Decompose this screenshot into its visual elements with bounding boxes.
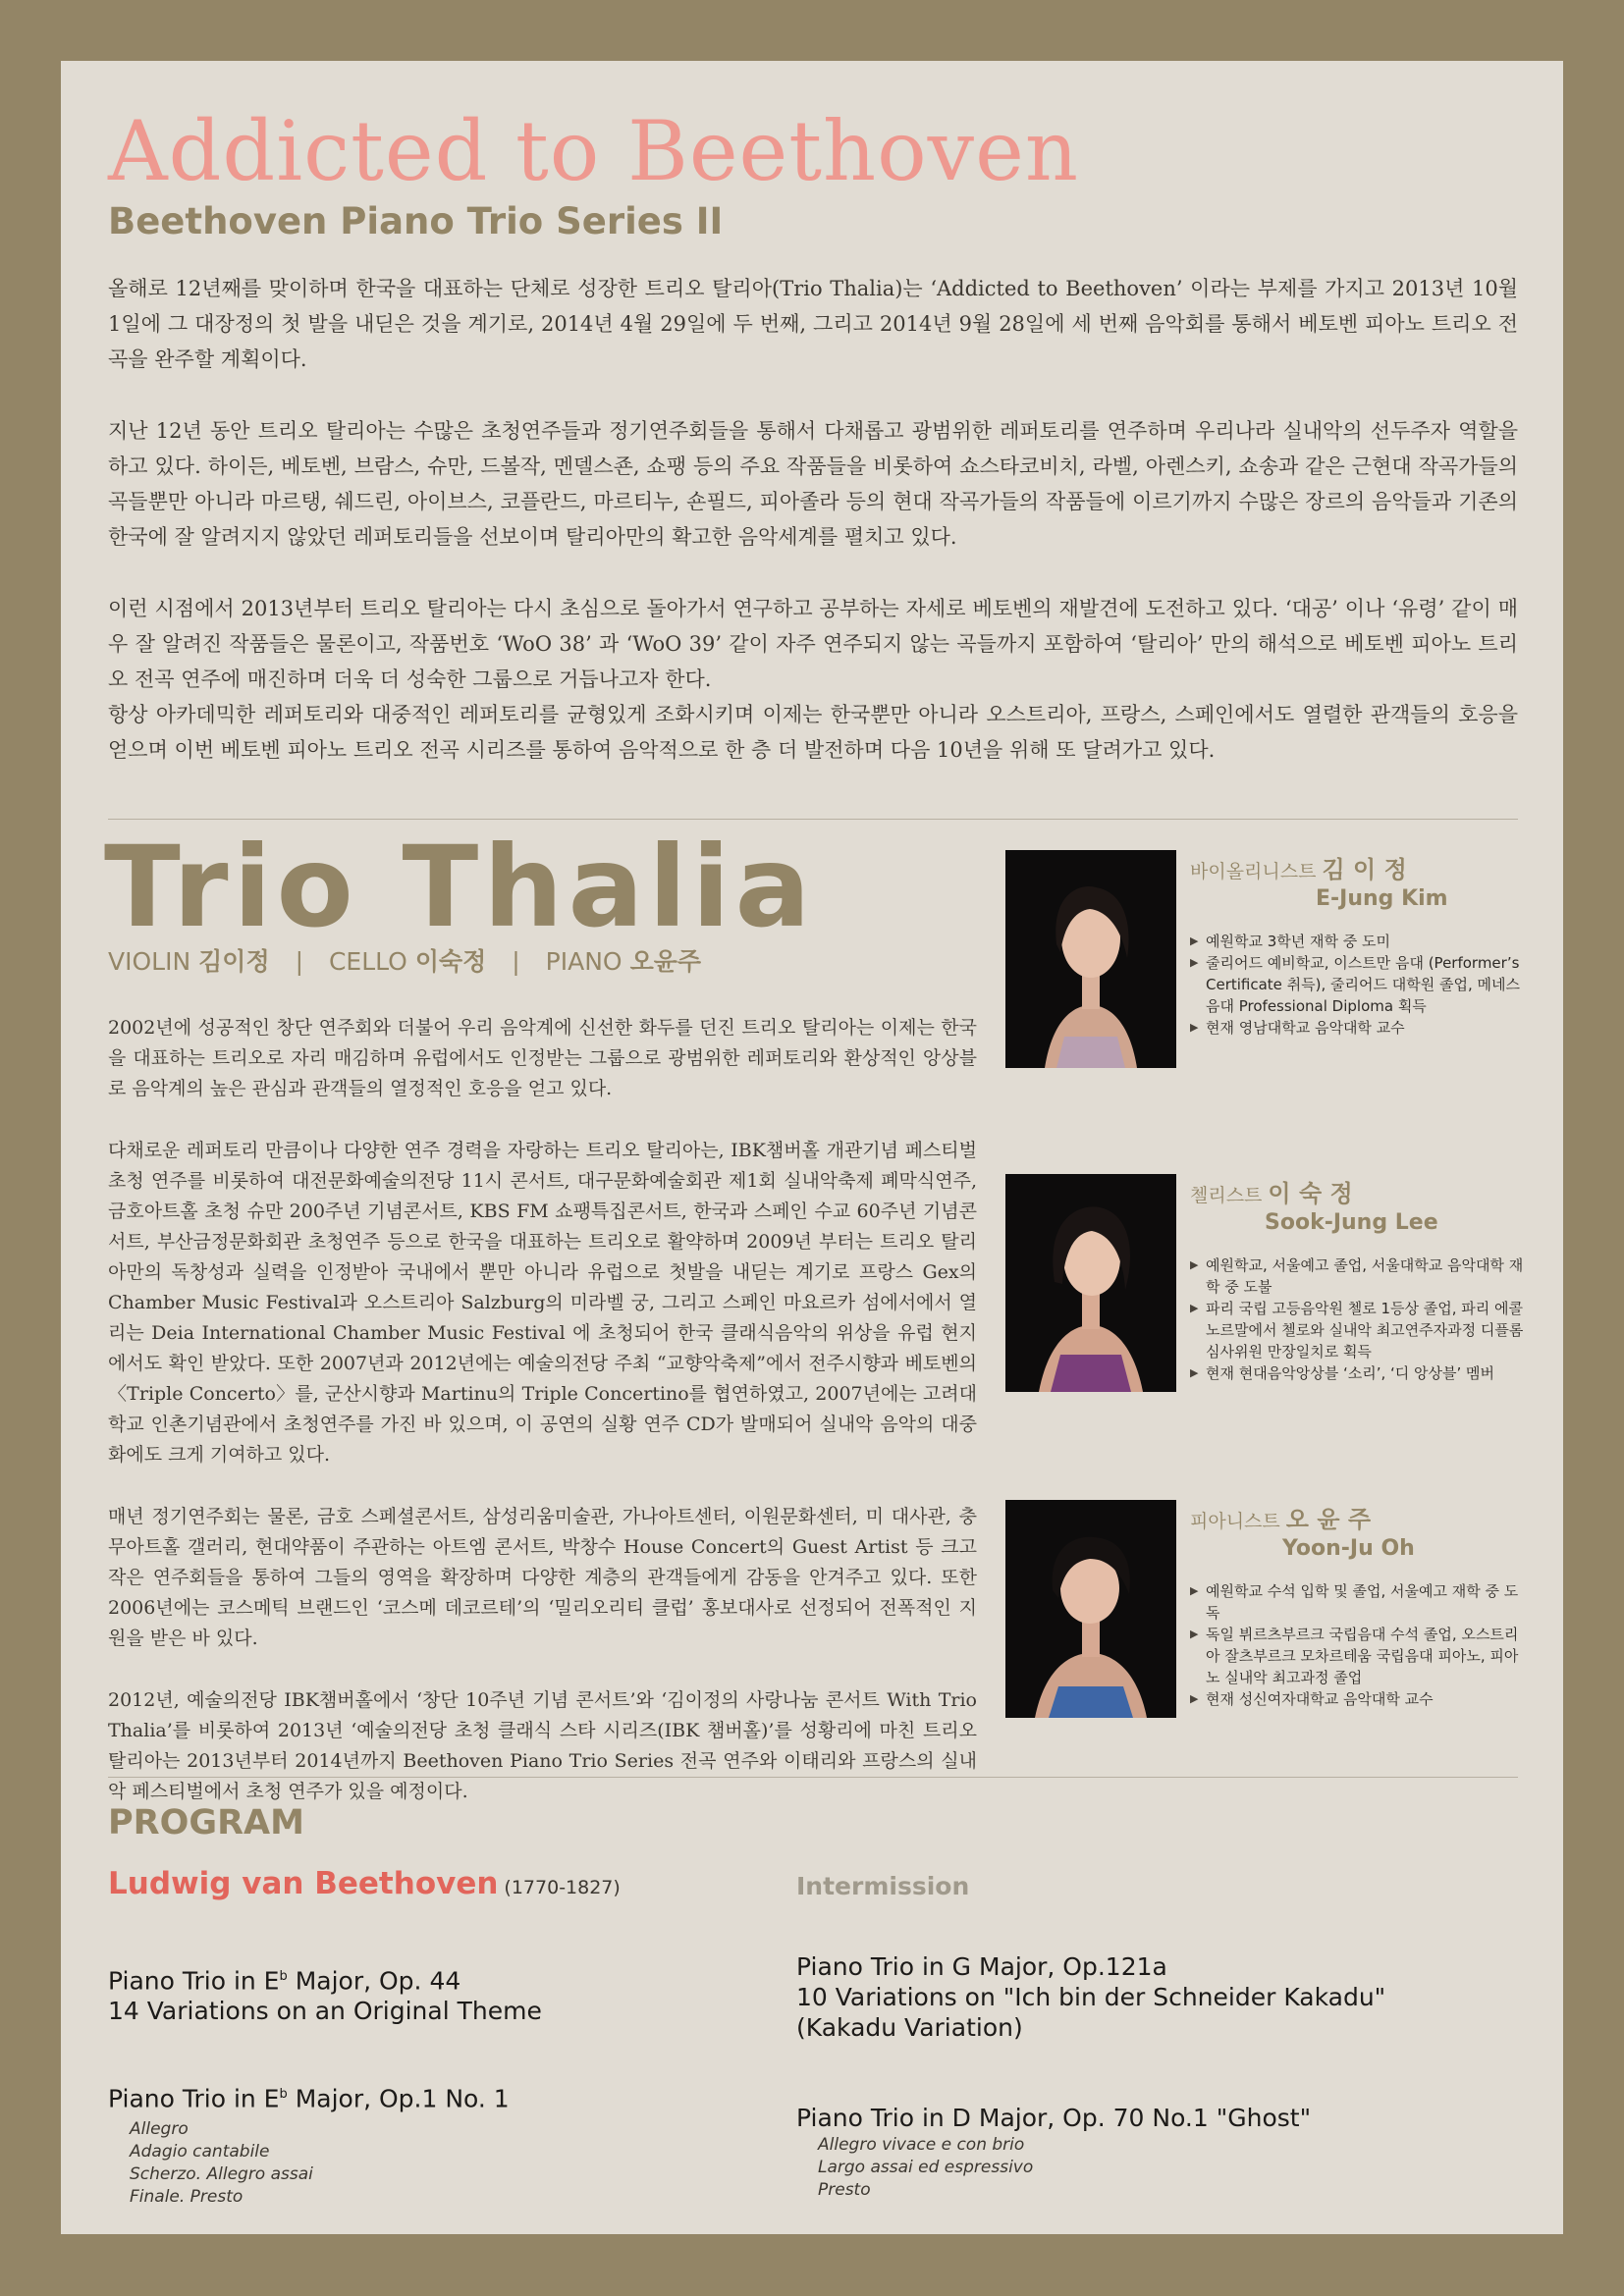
- member-career-list: [1190, 1580, 1524, 1710]
- role-member-name: 오윤주: [629, 947, 702, 976]
- intro-paragraph: 항상 아카데믹한 레퍼토리와 대중적인 레퍼토리를 균형있게 조화시키며 이제는 한국뿐만 아니라 오스트리아, 프랑스, 스페인에서도 열렬한 관객들의 호응을 얻으며 이번 베토벤 피아노 트리오 전곡 시리즈를 통하여 음악적으로 한 층 더 발전하며 다음 10년을 위해 또 달려가고 있다.: [108, 703, 1518, 762]
- member-card-cello: [1190, 1174, 1524, 1384]
- member-photo-violin: [1005, 850, 1176, 1068]
- program-work: [796, 1951, 1385, 2043]
- role-instrument: VIOLIN: [108, 947, 191, 976]
- flat-sign: b: [279, 2087, 288, 2102]
- career-item: ▶ 파리 국립 고등음악원 첼로 1등상 졸업, 파리 에콜 노르말에서 첼로와 실내악 최고연주자과정 디플롬 심사위원 만장일치로 획득: [1190, 1298, 1524, 1362]
- member-name-english: Yoon-Ju Oh: [1282, 1536, 1415, 1561]
- member-photo-cello: [1005, 1174, 1176, 1392]
- role-separator: |: [295, 947, 303, 976]
- work-title-text: Major, Op.1 No. 1: [287, 2084, 510, 2113]
- portrait-image: [1005, 1500, 1176, 1718]
- member-photo-piano: [1005, 1500, 1176, 1718]
- movement: Scherzo. Allegro assai: [130, 2164, 313, 2184]
- work-title: [108, 1961, 542, 1996]
- trio-roles: [108, 942, 701, 978]
- member-name-korean: 김 이 정: [1322, 856, 1407, 883]
- intro-paragraph: 지난 12년 동안 트리오 탈리아는 수많은 초청연주들과 정기연주회들을 통해서 다채롭고 광범위한 레퍼토리를 연주하며 우리나라 실내악의 선두주자 역할을 하고 있다. 하이든, 베토벤, 브람스, 슈만, 드볼작, 멘델스죤, 쇼팽 등의 주요 작품들을 비롯하여 쇼스타코비치, 라벨, 아렌스키, 쇼송과 같은 근현대 작곡가들의 곡들뿐만 아니라 마르탱, 쉐드린, 아이브스, 코플란드, 마르티누, 숀필드, 피아졸라 등의 현대 작곡가들의 작품들에 이르기까지 수많은 장르의 음악들과 기존의 한국에 잘 알려지지 않았던 레퍼토리들을 선보이며 탈리아만의 확고한 음악세계를 펼치고 있다.: [108, 419, 1518, 549]
- program-work: [108, 2079, 510, 2113]
- role-instrument: PIANO: [545, 947, 623, 976]
- intermission-label: Intermission: [796, 1872, 970, 1900]
- career-item: ▶ 예원학교 수석 입학 및 졸업, 서울예고 재학 중 도독: [1190, 1580, 1524, 1624]
- member-role: 바이올리니스트: [1190, 861, 1317, 882]
- movement-list: [130, 2118, 313, 2209]
- member-name-korean: 이 숙 정: [1268, 1180, 1353, 1207]
- career-item: ▶ 현재 성신여자대학교 음악대학 교수: [1190, 1688, 1524, 1710]
- composer-name: Ludwig van Beethoven: [108, 1866, 499, 1901]
- intro-paragraph: 이런 시점에서 2013년부터 트리오 탈리아는 다시 초심으로 돌아가서 연구하고 공부하는 자세로 베토벤의 재발견에 도전하고 있다. ‘대공’ 이나 ‘유령’ 같이 매우 잘 알려진 작품들은 물론이고, 작품번호 ‘WoO 38’ 과 ‘WoO 39’ 같이 자주 연주되지 않는 곡들까지 포함하여 ‘탈리아’ 만의 해석으로 베토벤 피아노 트리오 전곡 연주에 매진하며 더욱 더 성숙한 그룹으로 거듭나고자 한다.: [108, 597, 1518, 691]
- role-member-name: 김이정: [198, 947, 270, 976]
- member-career-list: [1190, 1255, 1524, 1384]
- bio-paragraph: 2012년, 예술의전당 IBK챔버홀에서 ‘창단 10주년 기념 콘서트’와 ‘김이정의 사랑나눔 콘서트 With Trio Thalia’를 비롯하여 2013년 ‘예술의전당 초청 클래식 스타 시리즈(IBK 챔버홀)’를 성황리에 마친 트리오 탈리아는 2013년부터 2014년까지 Beethoven Piano Trio Series 전곡 연주와 이태리와 프랑스의 실내악 페스티벌에서 초청 연주가 있을 예정이다.: [108, 1689, 977, 1802]
- member-card-piano: [1190, 1500, 1524, 1710]
- work-title-text: Piano Trio in E: [108, 1966, 280, 1996]
- movement: Allegro vivace e con brio: [818, 2135, 1025, 2155]
- career-item: ▶ 예원학교, 서울예고 졸업, 서울대학교 음악대학 재학 중 도불: [1190, 1255, 1524, 1298]
- page-subtitle: Beethoven Piano Trio Series II: [108, 200, 724, 242]
- bio-paragraph: 다채로운 레퍼토리 만큼이나 다양한 연주 경력을 자랑하는 트리오 탈리아는, IBK챔버홀 개관기념 페스티벌 초청 연주를 비롯하여 대전문화예술의전당 11시 콘서트, 대구문화예술회관 제1회 실내악축제 폐막식연주, 금호아트홀 초청 슈만 200주년 기념콘서트, KBS FM 쇼팽특집콘서트, 한국과 스페인 수교 60주년 기념콘서트, 부산금정문화회관 초청연주 등으로 한국을 대표하는 트리오로 활약하며 2009년 부터는 트리오 탈리아만의 독창성과 실력을 인정받아 국내에서 뿐만 아니라 유럽으로 첫발을 내딛는 계기로 프랑스 Gex의 Chamber Music Festival과 오스트리아 Salzburg의 미라벨 궁, 그리고 스페인 마요르카 섬에서에서 열리는 Deia International Chamber Music Festival 에 초청되어 한국 클래식음악의 위상을 유럽 현지에서도 확인 받았다. 또한 2007년과 2012년에는 예술의전당 주최 “교향악축제”에서 전주시향과 베토벤의 〈Triple Concerto〉를, 군산시향과 Martinu의 Triple Concertino를 협연하였고, 2007년에는 고려대학교 인촌기념관에서 초청연주를 가진 바 있으며, 이 공연의 실황 연주 CD가 발매되어 실내악 음악의 대중화에도 크게 기여하고 있다.: [108, 1140, 977, 1466]
- career-item: ▶ 예원학교 3학년 재학 중 도미: [1190, 931, 1524, 952]
- composer-years: (1770-1827): [504, 1877, 621, 1898]
- work-title: Piano Trio in D Major, Op. 70 No.1 "Ghost": [796, 2104, 1312, 2132]
- movement: Largo assai ed espressivo: [818, 2158, 1034, 2177]
- role-separator: |: [512, 947, 520, 976]
- movement-list: [818, 2134, 1033, 2202]
- page-title: Addicted to Beethoven: [108, 103, 1079, 199]
- intro-text: [108, 271, 1518, 804]
- bio-paragraph: 매년 정기연주회는 물론, 금호 스페셜콘서트, 삼성리움미술관, 가나아트센터, 이원문화센터, 미 대사관, 충무아트홀 갤러리, 현대약품이 주관하는 아트엠 콘서트, 박창수 House Concert의 Guest Artist 등 크고 작은 연주회들을 통하여 그들의 영역을 확장하며 다양한 계층의 관객들에게 감동을 안겨주고 있다. 또한 2006년에는 코스메틱 브랜드인 ‘코스메 데코르테’의 ‘밀리오리티 클럽’ 홍보대사로 선정되어 전폭적인 지원을 받은 바 있다.: [108, 1506, 977, 1649]
- poster-sheet: [61, 61, 1563, 2234]
- trio-biography: [108, 1013, 977, 1839]
- movement: Allegro: [130, 2119, 189, 2139]
- movement: Presto: [818, 2180, 871, 2200]
- portrait-image: [1005, 1174, 1176, 1392]
- work-subtitle: 14 Variations on an Original Theme: [108, 1997, 542, 2026]
- intro-paragraph: 올해로 12년째를 맞이하며 한국을 대표하는 단체로 성장한 트리오 탈리아(Trio Thalia)는 ‘Addicted to Beethoven’ 이라는 부제를 가지고 2013년 10월 1일에 그 대장정의 첫 발을 내딛은 것을 계기로, 2014년 4월 29일에 두 번째, 그리고 2014년 9월 28일에 세 번째 음악회를 통해서 베토벤 피아노 트리오 전곡을 완주할 계획이다.: [108, 277, 1518, 371]
- work-title-text: Piano Trio in E: [108, 2084, 280, 2113]
- program-heading: PROGRAM: [108, 1803, 304, 1842]
- member-name-english: Sook-Jung Lee: [1265, 1210, 1438, 1235]
- program-work: [108, 1961, 542, 2026]
- divider: [108, 1777, 1518, 1778]
- member-card-violin: [1190, 850, 1524, 1039]
- movement: Finale. Presto: [130, 2187, 244, 2207]
- career-item: ▶ 현재 현대음악앙상블 ‘소리’, ‘디 앙상블’ 멤버: [1190, 1362, 1524, 1384]
- composer-line: [108, 1866, 621, 1901]
- movement: Adagio cantabile: [130, 2142, 270, 2162]
- member-name-korean: 오 윤 주: [1285, 1506, 1372, 1533]
- portrait-image: [1005, 850, 1176, 1068]
- member-career-list: [1190, 931, 1524, 1039]
- work-title: [108, 2079, 510, 2113]
- bio-paragraph: 2002년에 성공적인 창단 연주회와 더불어 우리 음악계에 신선한 화두를 던진 트리오 탈리아는 이제는 한국을 대표하는 트리오로 자리 매김하며 유럽에서도 인정받는 그룹으로 광범위한 레퍼토리와 환상적인 앙상블로 음악계의 높은 관심과 관객들의 열정적인 호응을 얻고 있다.: [108, 1017, 977, 1099]
- role-instrument: CELLO: [328, 947, 407, 976]
- divider: [108, 819, 1518, 820]
- program-work: [796, 2103, 1311, 2133]
- career-item: ▶ 현재 영남대학교 음악대학 교수: [1190, 1017, 1524, 1039]
- trio-name: Trio Thalia: [104, 822, 816, 952]
- work-title-text: Major, Op. 44: [287, 1966, 461, 1996]
- role-member-name: 이숙정: [414, 947, 487, 976]
- work-title: Piano Trio in G Major, Op.121a: [796, 1952, 1167, 1981]
- flat-sign: b: [279, 1969, 288, 1984]
- career-item: ▶ 독일 뷔르츠부르크 국립음대 수석 졸업, 오스트리아 잘츠부르크 모차르테움 국립음대 피아노, 피아노 실내악 최고과정 졸업: [1190, 1624, 1524, 1688]
- work-subtitle: 10 Variations on "Ich bin der Schneider Kakadu": [796, 1983, 1386, 2011]
- member-role: 피아니스트: [1190, 1511, 1280, 1532]
- member-name-english: E-Jung Kim: [1316, 886, 1448, 911]
- work-subtitle: (Kakadu Variation): [796, 2013, 1023, 2042]
- career-item: ▶ 줄리어드 예비학교, 이스트만 음대 (Performer’s Certificate 취득), 줄리어드 대학원 졸업, 메네스 음대 Professional Diploma 획득: [1190, 952, 1524, 1017]
- member-role: 첼리스트: [1190, 1185, 1263, 1206]
